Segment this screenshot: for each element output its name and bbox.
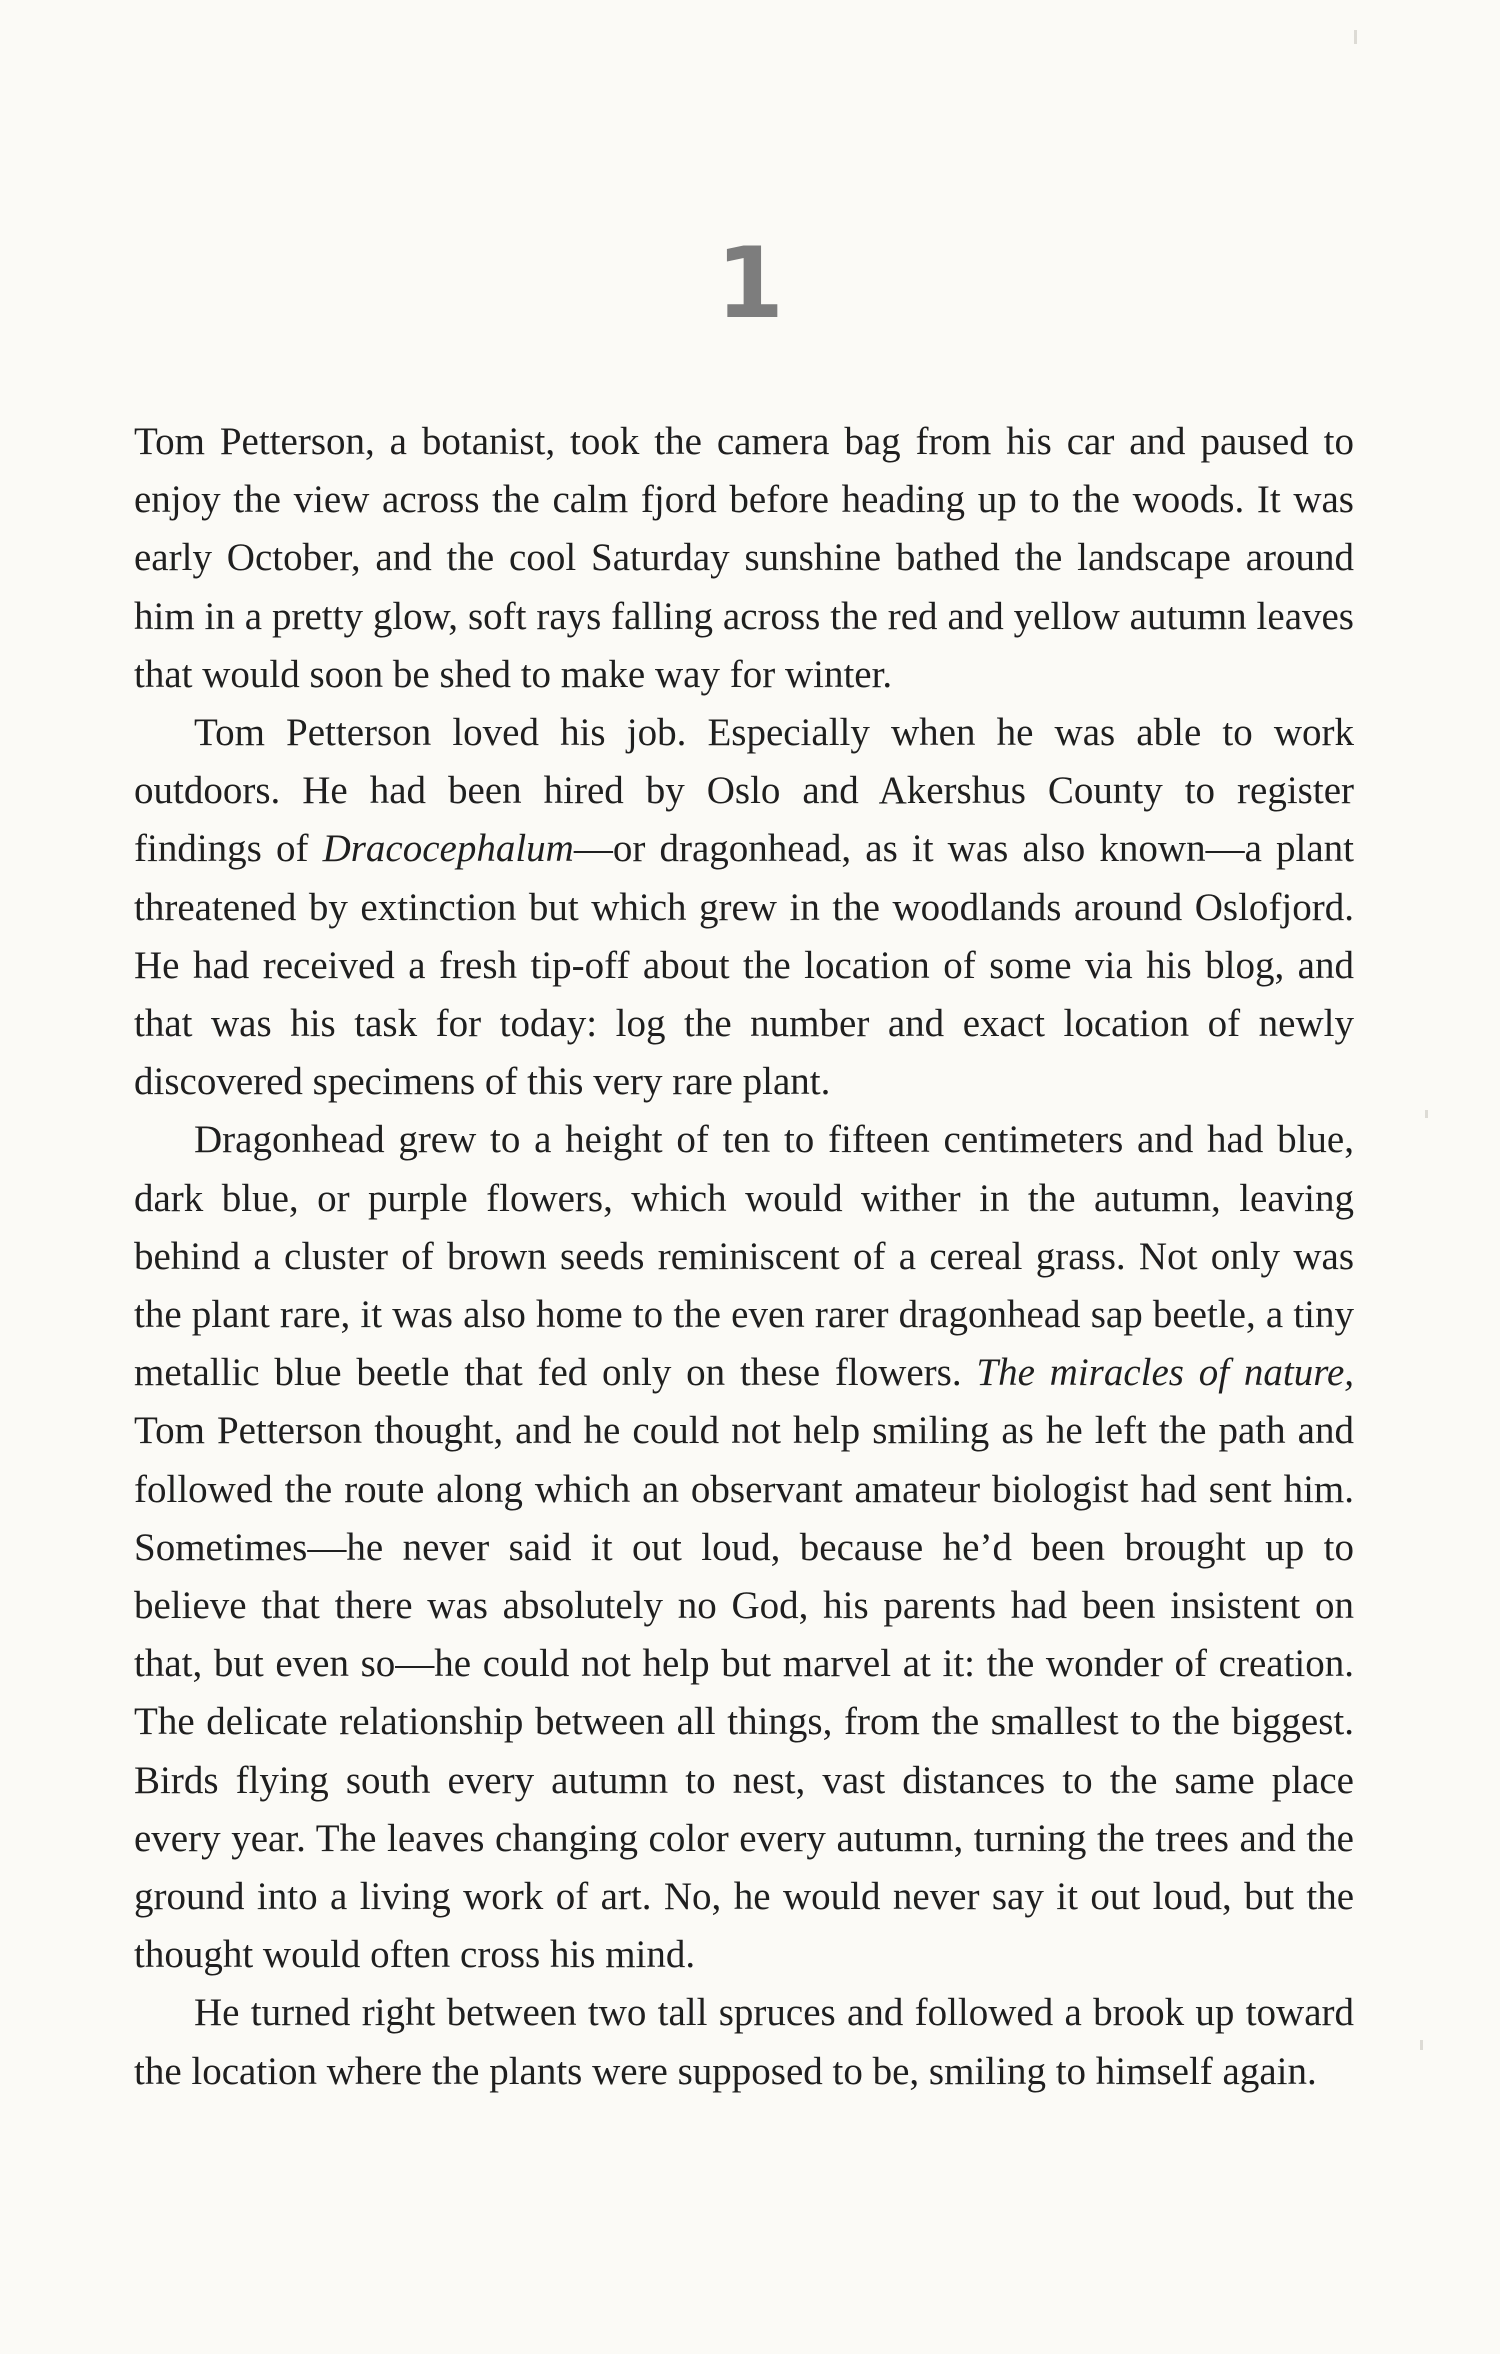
scan-speck — [1354, 30, 1357, 44]
paragraph-4: He turned right between two tall spruces and followed a brook up toward the location where the plants were supposed to be, smiling to himself again. — [134, 1991, 1354, 2093]
chapter-number: 1 — [715, 227, 785, 341]
paragraph-3: Dragonhead grew to a height of ten to fifteen centimeters and had blue, dark blue, or purple flowers, which would wither in the autumn, leaving behind a cluster of brown seeds reminiscent of a cereal grass. Not only was the plant rare, it was also home to the even rarer dragonhead sap beetle, a tiny metallic blue beetle that fed only on these flowers. The miracles of nature, Tom Petterson thought, and he could not help smiling as he left the path and followed the route along which an observant amateur biologist had sent him. Sometimes—he never said it out loud, because he’d been brought up to believe that there was absolutely no God, his parents had been insistent on that, but even so—he could not help but marvel at it: the wonder of creation. The delicate relationship between all things, from the smallest to the biggest. Birds flying south every autumn to nest, vast distances to the same place every year. The leaves changing color every autumn, turning the trees and the ground into a living work of art. No, he would never say it out loud, but the thought would often cross his mind. — [134, 1118, 1354, 1977]
italic-term: Dracocephalum — [322, 827, 574, 871]
body-text — [134, 413, 1354, 2101]
paragraph-1: Tom Petterson, a botanist, took the camera bag from his car and paused to enjoy the view across the calm fjord before heading up to the woods. It was early October, and the cool Saturday sunshine bathed the landscape around him in a pretty glow, soft rays falling across the red and yellow autumn leaves that would soon be shed to make way for winter. — [134, 420, 1354, 696]
italic-thought: The miracles of nature, — [976, 1351, 1354, 1395]
scan-speck — [1420, 2040, 1423, 2050]
scan-speck — [1425, 1110, 1428, 1118]
paragraph-2: Tom Petterson loved his job. Especially when he was able to work outdoors. He had been hired by Oslo and Akershus County to register findings of Dracocephalum—or dragonhead, as it was also known—a plant threatened by extinction but which grew in the woodlands around Oslofjord. He had received a fresh tip-off about the location of some via his blog, and that was his task for today: log the number and exact location of newly discovered specimens of this very rare plant. — [134, 711, 1354, 1104]
